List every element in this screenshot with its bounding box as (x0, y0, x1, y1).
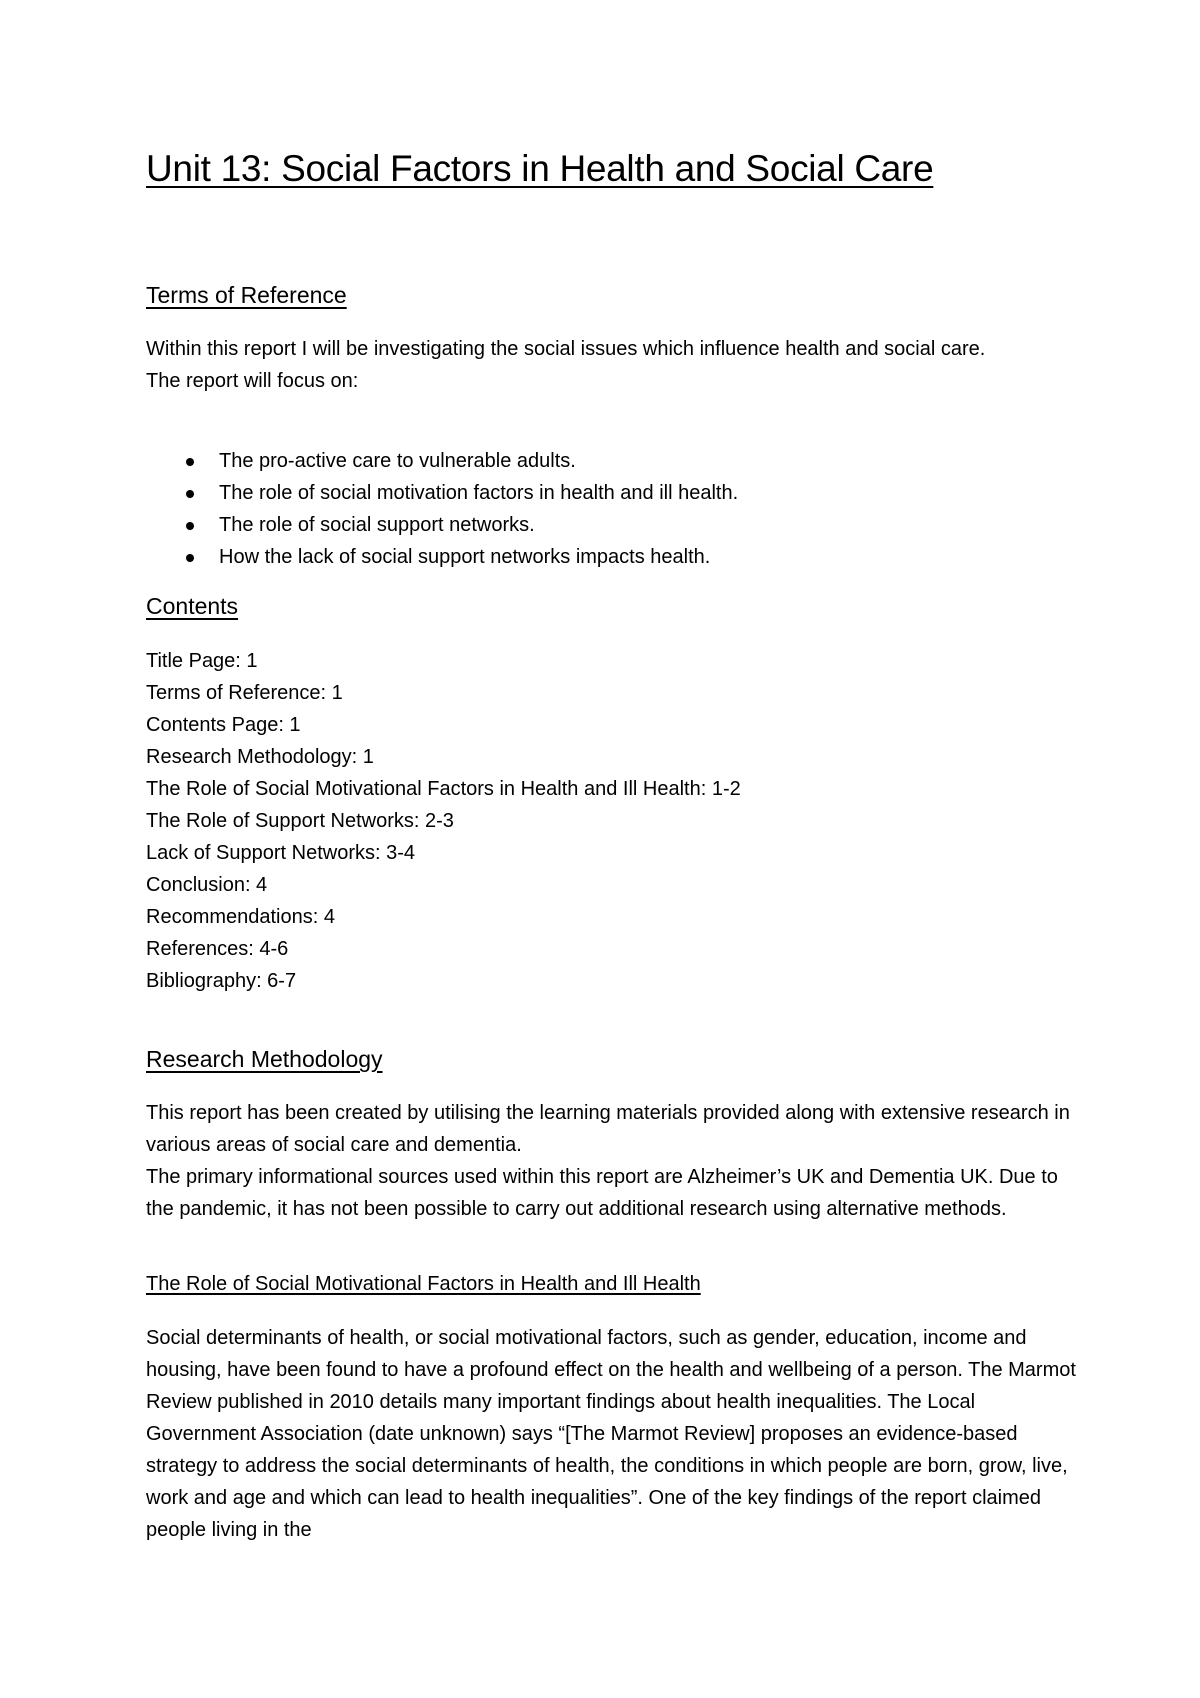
contents-list (146, 645, 741, 997)
research-methodology-heading: Research Methodology (146, 1046, 383, 1072)
focus-bullet-item: The role of social support networks. (146, 509, 738, 541)
motivational-factors-paragraph: Social determinants of health, or social motivational factors, such as gender, education, income and housing, have been found to have a profound effect on the health and wellbeing of a person. The Marmot Review published in 2010 details many important findings about health inequalities. The Local Government Association (date unknown) says “[The Marmot Review] proposes an evidence-based strategy to address the social determinants of health, the conditions in which people are born, grow, live, work and age and which can lead to health inequalities”. One of the key findings of the report claimed people living in the (146, 1327, 1076, 1541)
contents-item: Recommendations: 4 (146, 906, 335, 928)
document-title: Unit 13: Social Factors in Health and Social Care (146, 148, 934, 189)
contents-item: Terms of Reference: 1 (146, 682, 343, 704)
focus-bullet-list (146, 445, 738, 573)
focus-bullet-item: How the lack of social support networks impacts health. (146, 541, 738, 573)
contents-item: Research Methodology: 1 (146, 746, 374, 768)
contents-item: References: 4-6 (146, 938, 289, 960)
terms-focus-lead: The report will focus on: (146, 370, 359, 392)
contents-item: Bibliography: 6-7 (146, 970, 297, 992)
methodology-paragraph: This report has been created by utilising the learning materials provided along with extensive research in various areas of social care and dementia. (146, 1102, 1070, 1156)
methodology-paragraph: The primary informational sources used within this report are Alzheimer’s UK and Dementia UK. Due to the pandemic, it has not been possible to carry out additional research using alternative methods. (146, 1166, 1058, 1220)
contents-item: Contents Page: 1 (146, 714, 301, 736)
bullet-icon (186, 554, 194, 562)
terms-of-reference-heading: Terms of Reference (146, 282, 347, 308)
contents-item: The Role of Support Networks: 2-3 (146, 810, 454, 832)
research-methodology-text (146, 1097, 1076, 1225)
contents-item: Conclusion: 4 (146, 874, 268, 896)
motivational-factors-heading: The Role of Social Motivational Factors in Health and Ill Health (146, 1273, 701, 1295)
focus-bullet-item: The pro-active care to vulnerable adults. (146, 445, 738, 477)
focus-bullet-item: The role of social motivation factors in health and ill health. (146, 477, 738, 509)
contents-item: The Role of Social Motivational Factors in Health and Ill Health: 1-2 (146, 778, 741, 800)
contents-heading: Contents (146, 593, 239, 619)
motivational-factors-text (146, 1322, 1076, 1546)
contents-item: Lack of Support Networks: 3-4 (146, 842, 416, 864)
terms-intro: Within this report I will be investigating the social issues which influence health and social care. (146, 338, 986, 360)
bullet-icon (186, 522, 194, 530)
bullet-icon (186, 490, 194, 498)
bullet-icon (186, 458, 194, 466)
terms-of-reference-text (146, 333, 1076, 397)
contents-item: Title Page: 1 (146, 650, 258, 672)
